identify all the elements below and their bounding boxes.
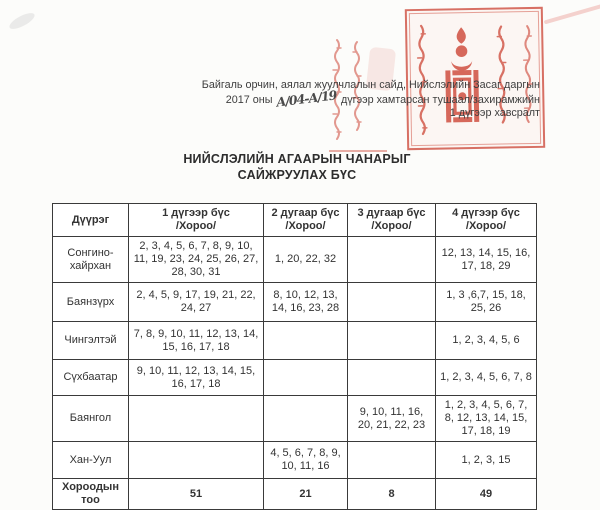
header-line-3: 1 дүгээр хавсралт xyxy=(449,107,540,119)
zone-2-cell xyxy=(264,322,348,360)
district-name: Чингэлтэй xyxy=(53,322,129,360)
total-zone-1: 51 xyxy=(129,479,264,510)
zone-4-cell: 1, 2, 3, 4, 5, 6 xyxy=(436,322,537,360)
zone-3-cell xyxy=(348,283,436,322)
table-row xyxy=(53,283,537,322)
district-name: Баянгол xyxy=(53,396,129,442)
zone-2-cell: 1, 20, 22, 32 xyxy=(264,237,348,283)
column-header-zone-1: 1 дүгээр бүс /Хороо/ xyxy=(129,204,264,237)
table-row xyxy=(53,360,537,396)
zone-1-cell xyxy=(129,442,264,479)
stamp-ink-streak xyxy=(544,4,600,25)
zone-2-cell xyxy=(264,360,348,396)
zone-4-cell: 1, 3 ,6,7, 15, 18, 25, 26 xyxy=(436,283,537,322)
header-line-2 xyxy=(202,87,540,110)
zone-2-cell: 8, 10, 12, 13, 14, 16, 23, 28 xyxy=(264,283,348,322)
zone-3-cell xyxy=(348,322,436,360)
zone-1-cell xyxy=(129,396,264,442)
district-name: Баянзүрх xyxy=(53,283,129,322)
page-title-line-1: НИЙСЛЭЛИЙН АГААРЫН ЧАНАРЫГ xyxy=(183,152,411,166)
district-name: Хан-Уул xyxy=(53,442,129,479)
zone-3-cell xyxy=(348,360,436,396)
document-header xyxy=(202,79,540,120)
header-line-2-suffix: дүгээр хамтарсан тушаал/захирамжийн xyxy=(340,94,540,106)
column-header-zone-3: 3 дугаар бүс /Хороо/ xyxy=(348,204,436,237)
page-title xyxy=(0,152,594,183)
total-zone-2: 21 xyxy=(264,479,348,510)
total-label: Хороодын тоо xyxy=(53,479,129,510)
zone-4-cell: 1, 2, 3, 4, 5, 6, 7, 8 xyxy=(436,360,537,396)
zone-2-cell: 4, 5, 6, 7, 8, 9, 10, 11, 16 xyxy=(264,442,348,479)
column-header-zone-4: 4 дүгээр бүс /Хороо/ xyxy=(436,204,537,237)
table-row xyxy=(53,442,537,479)
column-header-district: Дүүрэг xyxy=(53,204,129,237)
column-header-zone-2: 2 дугаар бүс /Хороо/ xyxy=(264,204,348,237)
district-name: Сонгино-хайрхан xyxy=(53,237,129,283)
zone-1-cell: 7, 8, 9, 10, 11, 12, 13, 14, 15, 16, 17, 18 xyxy=(129,322,264,360)
zone-3-cell xyxy=(348,237,436,283)
table-total-row xyxy=(53,479,537,510)
zone-4-cell: 1, 2, 3, 4, 5, 6, 7, 8, 12, 13, 14, 15, 17, 18, 19 xyxy=(436,396,537,442)
zone-4-cell: 12, 13, 14, 15, 16, 17, 18, 29 xyxy=(436,237,537,283)
district-name: Сүхбаатар xyxy=(53,360,129,396)
header-line-1: Байгаль орчин, аялал жуулчлалын сайд, Нийслэлийн Засаг даргын xyxy=(201,79,540,91)
table-row xyxy=(53,237,537,283)
header-line-2-prefix: 2017 оны xyxy=(225,94,273,106)
zone-3-cell: 9, 10, 11, 16, 20, 21, 22, 23 xyxy=(348,396,436,442)
zones-table xyxy=(52,203,537,510)
page-title-line-2: САЙЖРУУЛАХ БҮС xyxy=(237,167,357,182)
total-zone-4: 49 xyxy=(436,479,537,510)
zone-1-cell: 2, 3, 4, 5, 6, 7, 8, 9, 10, 11, 19, 23, 24, 25, 26, 27, 28, 30, 31 xyxy=(129,237,264,283)
table-row xyxy=(53,322,537,360)
handwritten-document-number: А/04-А/19 xyxy=(275,87,338,110)
zone-1-cell: 9, 10, 11, 12, 13, 14, 15, 16, 17, 18 xyxy=(129,360,264,396)
scan-smudge xyxy=(7,10,36,32)
zone-3-cell xyxy=(348,442,436,479)
table-header-row xyxy=(53,204,537,237)
zone-4-cell: 1, 2, 3, 15 xyxy=(436,442,537,479)
total-zone-3: 8 xyxy=(348,479,436,510)
table-row xyxy=(53,396,537,442)
zone-1-cell: 2, 4, 5, 9, 17, 19, 21, 22, 24, 27 xyxy=(129,283,264,322)
zone-2-cell xyxy=(264,396,348,442)
